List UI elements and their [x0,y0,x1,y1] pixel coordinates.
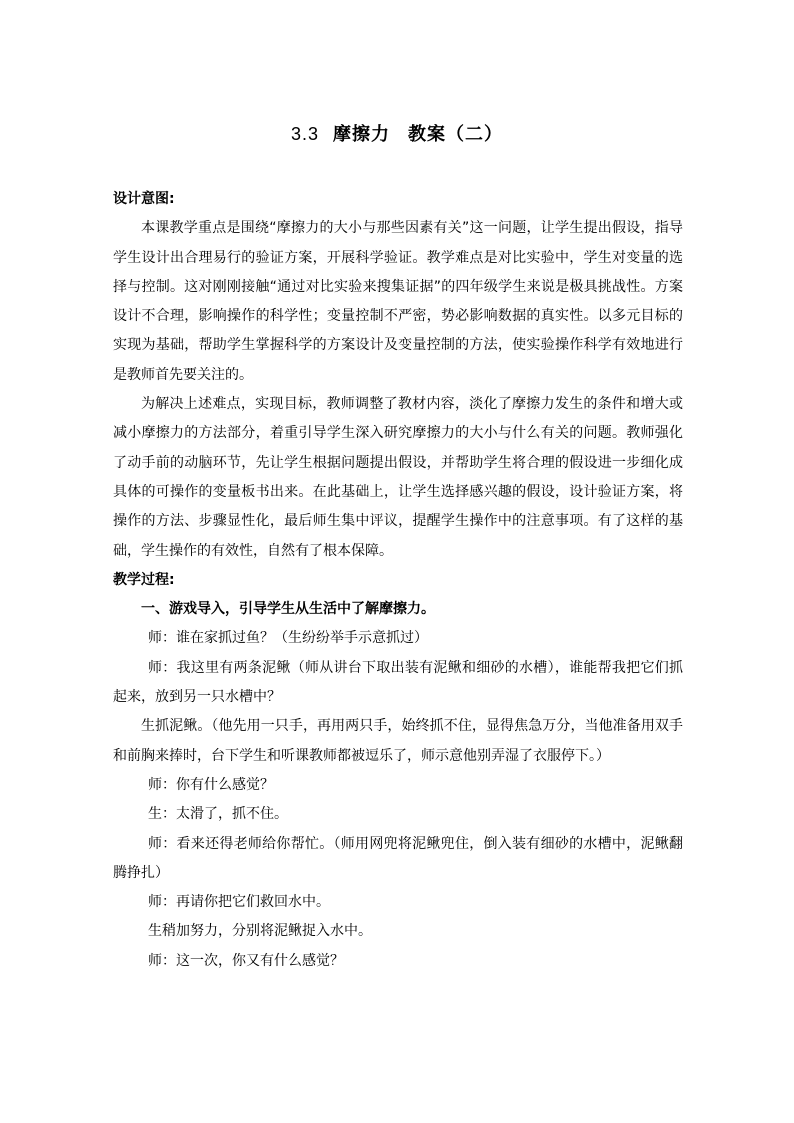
dialogue-line: 师：再请你把它们救回水中。 [148,894,330,911]
design-paragraph-1: 本课教学重点是围绕“摩擦力的大小与那些因素有关”这一问题，让学生提出假设，指导学生设计出合理易行的验证方案，开展科学验证。教学难点是对比实验中，学生对变量的选择与控制。这对刚刚接触“通过对比实验来搜集证据”的四年级学生来说是极具挑战性。方案设计不合理，影响操作的科学性；变量控制不严密，势必影响数据的真实性。以多元目标的实现为基础，帮助学生掌握科学的方案设计及变量控制的方法，使实验操作科学有效地进行是教师首先要关注的。 [113,220,683,383]
document-body [113,185,683,976]
dialogue-line: 生稍加努力，分别将泥鳅捉入水中。 [148,923,372,940]
dialogue-line: 生：太滑了，抓不住。 [148,806,288,823]
design-intent-heading: 设计意图: [113,191,175,207]
teaching-process-heading: 教学过程: [113,571,175,588]
page-title [0,121,794,148]
design-paragraph-2: 为解决上述难点，实现目标，教师调整了教材内容，淡化了摩擦力发生的条件和增大或减小摩擦力的方法部分，着重引导学生深入研究摩擦力的大小与什么有关的问题。教师强化了动手前的动脑环节，先让学生根据问题提出假设，并帮助学生将合理的假设进一步细化成具体的可操作的变量板书出来。在此基础上，让学生选择感兴趣的假设，设计验证方案，将操作的方法、步骤显性化，最后师生集中评议，提醒学生操作中的注意事项。有了这样的基础，学生操作的有效性，自然有了根本保障。 [113,396,683,559]
dialogue-line: 师：谁在家抓过鱼？（生纷纷举手示意抓过） [148,630,428,647]
lesson-number: 3.3 [290,124,320,144]
dialogue-line: 师：看来还得老师给你帮忙。（师用网兜将泥鳅兜住，倒入装有细砂的水槽中，泥鳅翻腾挣扎） [113,835,683,881]
dialogue-line: 师：你有什么感觉？ [148,776,274,793]
lesson-topic: 摩擦力 [333,124,391,145]
lesson-suffix: 教案（二） [408,124,504,145]
step-one-heading: 一、游戏导入，引导学生从生活中了解摩擦力。 [141,601,435,618]
dialogue-line: 生抓泥鳅。（他先用一只手，再用两只手，始终抓不住，显得焦急万分，当他准备用双手和前胸来捧时，台下学生和听课教师都被逗乐了，师示意他别弄湿了衣服停下。） [113,718,683,764]
dialogue-line: 师：我这里有两条泥鳅（师从讲台下取出装有泥鳅和细砂的水槽），谁能帮我把它们抓起来，放到另一只水槽中？ [113,659,683,706]
dialogue-line: 师：这一次，你又有什么感觉？ [148,952,344,969]
